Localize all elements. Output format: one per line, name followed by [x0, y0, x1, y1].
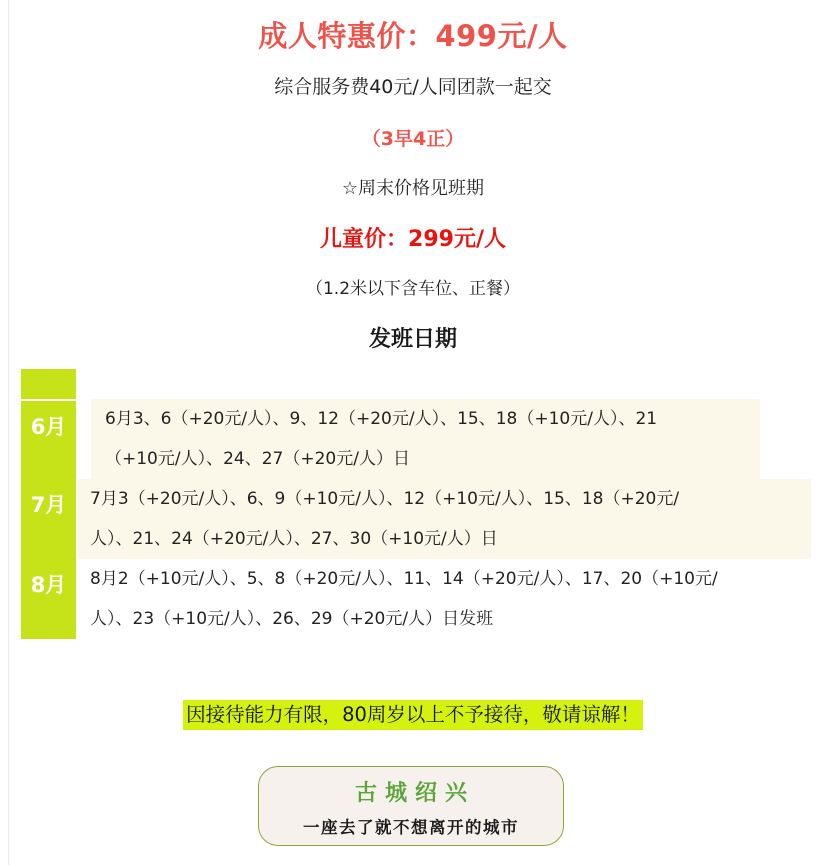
table-row	[21, 559, 811, 639]
child-price: 儿童价：299元/人	[320, 227, 506, 252]
departure-schedule-table	[21, 369, 811, 639]
shaoxing-badge	[258, 766, 564, 846]
departure-dates	[91, 399, 760, 479]
weekend-price-note: ☆周末价格见班期	[341, 178, 485, 199]
schedule-title: 发班日期	[368, 327, 457, 352]
age-limit-notice	[0, 700, 826, 730]
month-label: 8月	[21, 559, 76, 639]
child-price-note: （1.2米以下含车位、正餐）	[305, 279, 521, 299]
departure-dates	[78, 559, 811, 639]
badge-slogan: 一座去了就不想离开的城市	[303, 818, 519, 837]
age-limit-text: 因接待能力有限，80周岁以上不予接待，敬请谅解！	[183, 700, 643, 730]
dates-line: 人）、23（+10元/人）、26、29（+20元/人）日发班	[90, 609, 494, 629]
departure-dates	[78, 479, 811, 559]
table-header-row	[21, 369, 811, 399]
adult-price: 成人特惠价：499元/人	[258, 19, 568, 53]
dates-line: （+10元/人）、24、27（+20元/人）日	[105, 449, 410, 469]
dates-line: 7月3（+20元/人）、6、9（+10元/人）、12（+10元/人）、15、18（+20元/	[90, 489, 680, 509]
service-fee-note: 综合服务费40元/人同团款一起交	[274, 76, 552, 98]
table-row	[21, 479, 811, 559]
month-header-cell	[21, 369, 76, 399]
meals-note: （3早4正）	[361, 128, 465, 150]
dates-line: 人）、21、24（+20元/人）、27、30（+10元/人）日	[90, 529, 498, 549]
table-row	[21, 399, 811, 479]
month-label: 6月	[21, 401, 76, 481]
month-label: 7月	[21, 479, 76, 559]
dates-line: 6月3、6（+20元/人）、9、12（+20元/人）、15、18（+10元/人）、21	[105, 409, 658, 429]
dates-line: 8月2（+10元/人）、5、8（+20元/人）、11、14（+20元/人）、17、20（+10元/	[90, 569, 718, 589]
badge-title: 古城绍兴	[354, 781, 475, 806]
